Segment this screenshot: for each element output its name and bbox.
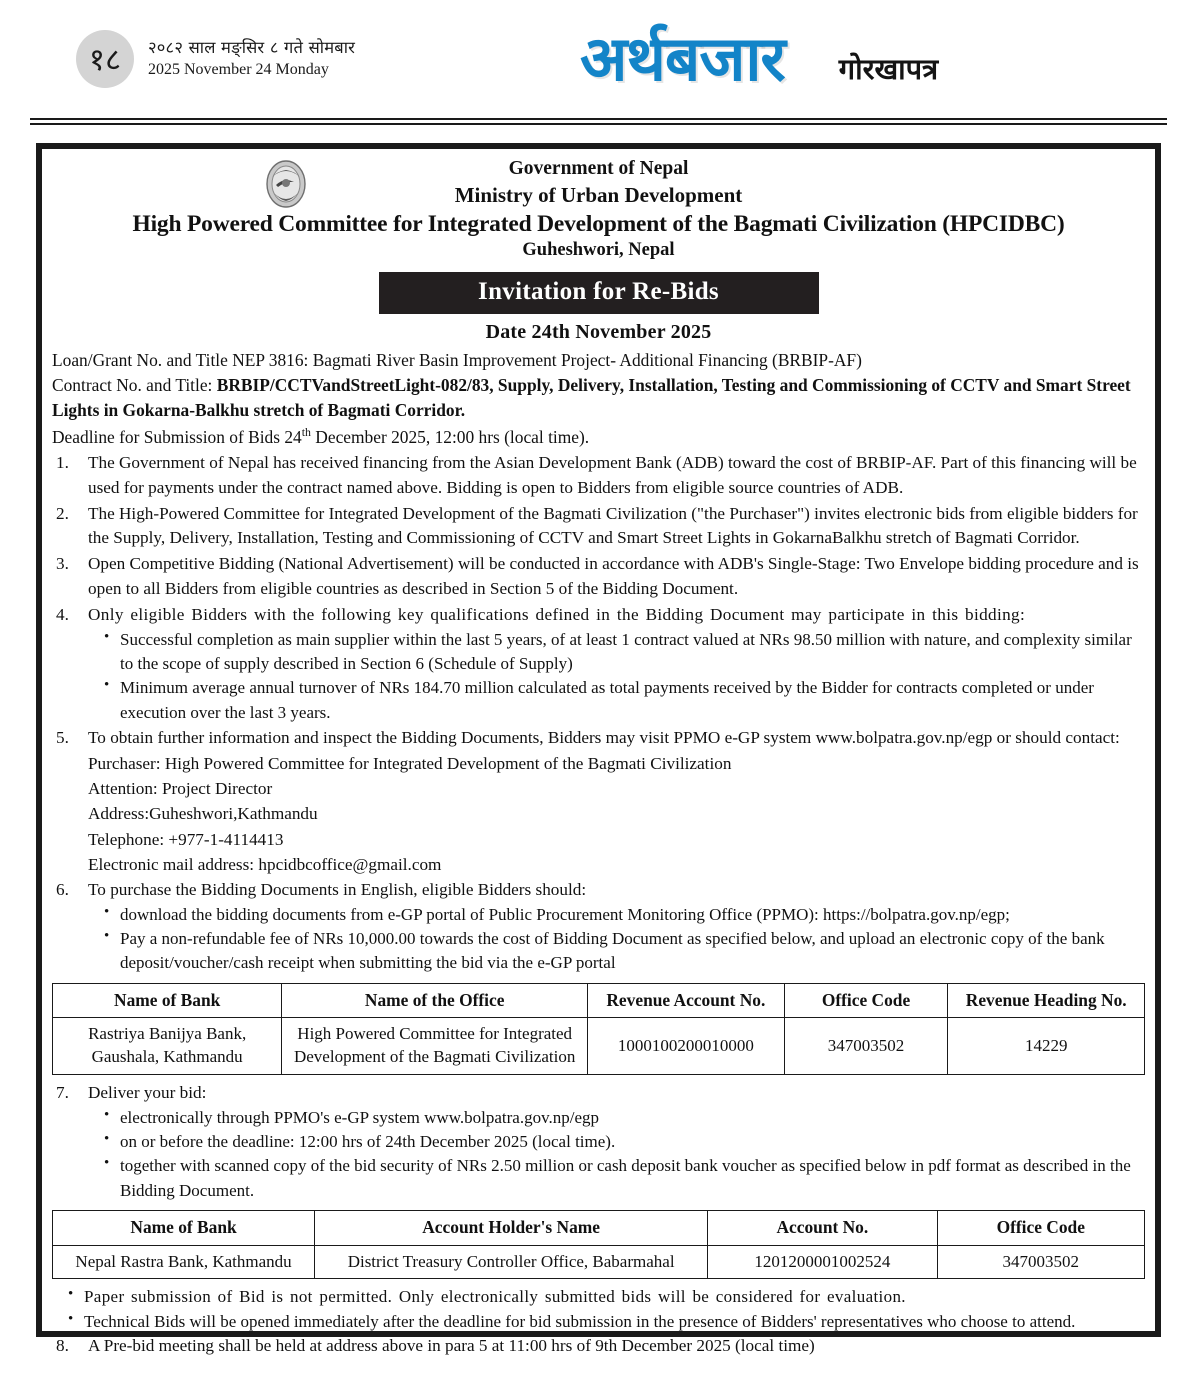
- item-number: 1.: [56, 453, 69, 473]
- newspaper-masthead: [0, 0, 1197, 118]
- item-number: 8.: [56, 1336, 69, 1356]
- notice-item-8: [52, 1336, 1145, 1356]
- list-item: [104, 628, 1145, 677]
- item-4-bullets: [88, 628, 1145, 726]
- deadline-line: [52, 424, 1145, 450]
- list-item: [104, 927, 1145, 976]
- contact-telephone: Telephone: +977-1-4114413: [88, 829, 284, 849]
- col-office-code: Office Code: [937, 1211, 1145, 1245]
- table-row: [53, 1245, 1145, 1279]
- item-number: 3.: [56, 554, 69, 574]
- contract-label: Contract No. and Title:: [52, 375, 213, 396]
- committee-name: High Powered Committee for Integrated Development of the Bagmati Civilization (HPCIDBC): [132, 210, 1065, 237]
- loan-grant-line: [52, 348, 1145, 373]
- list-item: [68, 1310, 1145, 1334]
- masthead-divider: [30, 118, 1167, 125]
- page-number-badge: [76, 30, 134, 88]
- item-text: To purchase the Bidding Documents in English, eligible Bidders should:: [88, 879, 587, 899]
- item-text: A Pre-bid meeting shall be held at address above in para 5 at 11:00 hrs of 9th December 2025 (local time): [88, 1336, 815, 1356]
- contract-summary: [52, 348, 1145, 450]
- item-7-bullets: [88, 1106, 1145, 1204]
- notice-item-4: [52, 603, 1145, 726]
- notice-item-3: [52, 552, 1145, 602]
- table-header-row: [53, 1211, 1145, 1245]
- deadline-suffix: December 2025, 12:00 hrs (local time).: [310, 426, 590, 447]
- item-number: 4.: [56, 604, 69, 624]
- revenue-account-table: [52, 983, 1145, 1075]
- bullet-text: download the bidding documents from e-GP portal of Public Procurement Monitoring Office (PPMO): https://bolpatra.gov.np/egp;: [120, 904, 1010, 924]
- deadline-ordinal-suffix: th: [301, 424, 311, 439]
- item-number: 6.: [56, 879, 69, 899]
- bullet-text: Technical Bids will be opened immediately after the deadline for bid submission in the presence of Bidders' representatives who choose to attend.: [84, 1311, 1076, 1331]
- nepal-government-emblem-icon: [264, 159, 308, 209]
- col-name-of-office: Name of the Office: [282, 983, 588, 1017]
- notice-items-list-continued: [52, 1081, 1145, 1204]
- col-revenue-account-no: Revenue Account No.: [588, 983, 785, 1017]
- bullet-text: Successful completion as main supplier within the last 5 years, of at least 1 contract valued at NRs 98.50 million with nature, and complexity similar to the scope of supply described in Section 6 (Schedule of Supply): [120, 629, 1132, 674]
- government-name: Government of Nepal: [508, 158, 689, 179]
- col-account-no: Account No.: [708, 1211, 937, 1245]
- cell-office-code: 347003502: [784, 1018, 948, 1075]
- col-office-code: Office Code: [784, 983, 948, 1017]
- contact-attention: Attention: Project Director: [88, 779, 273, 799]
- notice-title-banner: Invitation for Re-Bids: [379, 272, 819, 314]
- table-header-row: [53, 983, 1145, 1017]
- bullet-text: on or before the deadline: 12:00 hrs of 24th December 2025 (local time).: [120, 1131, 616, 1151]
- ministry-name: Ministry of Urban Development: [454, 182, 743, 207]
- contract-value: BRBIP/CCTVandStreetLight-082/83, Supply, Delivery, Installation, Testing and Commissioning of CCTV and Smart Street Lights in Gokarna-Balkhu stretch of Bagmati Corridor.: [52, 375, 1131, 420]
- item-text: Open Competitive Bidding (National Advertisement) will be conducted in accordance with ADB's Single-Stage: Two Envelope bidding procedure and is open to all Bidders from eligible countries as described in Section 5 of the Bidding Document.: [88, 554, 1139, 599]
- contact-purchaser: Purchaser: High Powered Committee for Integrated Development of the Bagmati Civilization: [88, 754, 732, 774]
- brand-title-gorkhapatra: गोरखापत्र: [838, 52, 939, 86]
- organization-header: [52, 157, 1145, 263]
- notice-item-5: [52, 726, 1145, 876]
- item-number: 7.: [56, 1082, 69, 1102]
- notice-item-7: [52, 1081, 1145, 1204]
- item-text: Only eligible Bidders with the following key qualifications defined in the Bidding Document may participate in this bidding:: [88, 604, 1026, 624]
- brand-title-arthabazar: अर्थबजार: [579, 22, 785, 95]
- bullet-text: electronically through PPMO's e-GP system www.bolpatra.gov.np/egp: [120, 1107, 599, 1127]
- item-number: 2.: [56, 503, 69, 523]
- bullet-text: Pay a non-refundable fee of NRs 10,000.00 towards the cost of Bidding Document as specified below, and upload an electronic copy of the bank deposit/voucher/cash receipt when submitting the bid via the e-GP portal: [120, 928, 1105, 973]
- bid-security-account-table: [52, 1210, 1145, 1279]
- notice-items-list: [52, 451, 1145, 976]
- contact-address: Address:Guheshwori,Kathmandu: [88, 804, 318, 824]
- date-english: 2025 November 24 Monday: [148, 61, 329, 79]
- item-text: Deliver your bid:: [88, 1082, 207, 1102]
- closing-bullets: [52, 1285, 1145, 1334]
- item-text: The High-Powered Committee for Integrated Development of the Bagmati Civilization ("the Purchaser") invites electronic bids from eligible bidders for the Supply, Delivery, Installation, Testing and Commissioning of CCTV and Smart Street Lights in GokarnaBalkhu stretch of Bagmati Corridor.: [88, 503, 1138, 548]
- masthead-date-block: [148, 38, 355, 81]
- col-name-of-bank: Name of Bank: [53, 1211, 315, 1245]
- item-number: 5.: [56, 728, 69, 748]
- list-item: [104, 676, 1145, 725]
- bullet-text: together with scanned copy of the bid security of NRs 2.50 million or cash deposit bank voucher as specified below in pdf format as described in the Bidding Document.: [120, 1156, 1131, 1200]
- cell-office-code: 347003502: [937, 1245, 1145, 1279]
- bullet-text: Minimum average annual turnover of NRs 184.70 million calculated as total payments received by the Bidder for contracts completed or under execution over the last 3 years.: [120, 678, 1094, 722]
- col-account-holder-name: Account Holder's Name: [315, 1211, 708, 1245]
- col-name-of-bank: Name of Bank: [53, 983, 282, 1017]
- bullet-text: Paper submission of Bid is not permitted. Only electronically submitted bids will be considered for evaluation.: [84, 1287, 906, 1307]
- notice-item-6: [52, 878, 1145, 976]
- notice-item-2: [52, 502, 1145, 552]
- item-text: To obtain further information and inspect the Bidding Documents, Bidders may visit PPMO e-GP system www.bolpatra.gov.np/egp or should contact:: [88, 728, 1120, 748]
- cell-revenue-account-no: 1000100200010000: [588, 1018, 785, 1075]
- cell-office-name: High Powered Committee for Integrated Development of the Bagmati Civilization: [282, 1018, 588, 1075]
- contact-email: Electronic mail address: hpcidbcoffice@gmail.com: [88, 854, 442, 874]
- purchaser-contact-details: [88, 751, 1145, 877]
- contract-line: [52, 373, 1145, 422]
- item-text: The Government of Nepal has received financing from the Asian Development Bank (ADB) toward the cost of BRBIP-AF. Part of this financing will be used for payments under the contract named above. Bidding is open to Bidders from eligible source countries of ADB.: [88, 453, 1137, 497]
- list-item: [104, 1106, 1145, 1130]
- notice-date: Date 24th November 2025: [485, 320, 712, 343]
- list-item: [104, 1130, 1145, 1154]
- office-location: Guheshwori, Nepal: [522, 239, 675, 260]
- cell-account-no: 1201200001002524: [708, 1245, 937, 1279]
- tender-notice-box: [36, 143, 1161, 1356]
- cell-bank-name: Rastriya Banijya Bank, Gaushala, Kathmandu: [53, 1018, 282, 1075]
- loan-label: Loan/Grant No. and Title: [52, 349, 228, 370]
- list-item: [104, 1154, 1145, 1203]
- list-item: [104, 903, 1145, 927]
- date-nepali: २०८२ साल मङ्सिर ८ गते सोमबार: [148, 37, 356, 57]
- deadline-prefix: Deadline for Submission of Bids 24: [52, 426, 302, 447]
- col-revenue-heading-no: Revenue Heading No.: [948, 983, 1145, 1017]
- notice-item-1: [52, 451, 1145, 501]
- table-row: [53, 1018, 1145, 1075]
- page-number-label: १८: [88, 41, 122, 77]
- loan-value: NEP 3816: Bagmati River Basin Improvement Project- Additional Financing (BRBIP-AF): [232, 349, 862, 370]
- masthead-brand: [355, 22, 1173, 95]
- cell-bank-name: Nepal Rastra Bank, Kathmandu: [53, 1245, 315, 1279]
- list-item: [68, 1285, 1145, 1309]
- cell-revenue-heading-no: 14229: [948, 1018, 1145, 1075]
- item-6-bullets: [88, 903, 1145, 976]
- cell-account-holder-name: District Treasury Controller Office, Babarmahal: [315, 1245, 708, 1279]
